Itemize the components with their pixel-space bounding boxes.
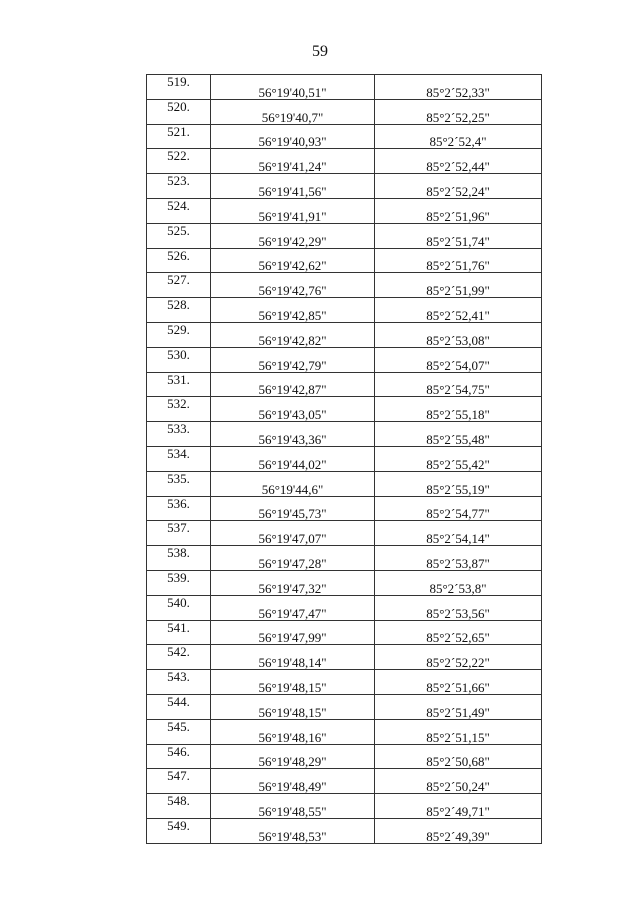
point-number-cell: 532. xyxy=(147,397,211,422)
longitude-cell: 85°2´52,65" xyxy=(375,620,542,645)
point-number-cell: 531. xyxy=(147,372,211,397)
longitude-cell: 85°2´52,24" xyxy=(375,174,542,199)
longitude-cell: 85°2´49,39" xyxy=(375,818,542,843)
longitude-cell: 85°2´52,41" xyxy=(375,298,542,323)
table-row xyxy=(147,670,542,695)
table-row xyxy=(147,149,542,174)
longitude-cell: 85°2´51,76" xyxy=(375,248,542,273)
point-number-cell: 547. xyxy=(147,769,211,794)
longitude-cell: 85°2´55,48" xyxy=(375,422,542,447)
table-row xyxy=(147,496,542,521)
table-row xyxy=(147,198,542,223)
longitude-cell: 85°2´55,19" xyxy=(375,471,542,496)
longitude-cell: 85°2´53,8" xyxy=(375,570,542,595)
table-row xyxy=(147,794,542,819)
point-number-cell: 528. xyxy=(147,298,211,323)
latitude-cell: 56°19'41,91" xyxy=(211,198,375,223)
latitude-cell: 56°19'47,32" xyxy=(211,570,375,595)
table-row xyxy=(147,471,542,496)
point-number-cell: 521. xyxy=(147,124,211,149)
longitude-cell: 85°2´51,74" xyxy=(375,223,542,248)
latitude-cell: 56°19'40,51" xyxy=(211,75,375,100)
longitude-cell: 85°2´55,18" xyxy=(375,397,542,422)
point-number-cell: 526. xyxy=(147,248,211,273)
point-number-cell: 544. xyxy=(147,694,211,719)
point-number-cell: 543. xyxy=(147,670,211,695)
latitude-cell: 56°19'48,49" xyxy=(211,769,375,794)
latitude-cell: 56°19'48,29" xyxy=(211,744,375,769)
point-number-cell: 549. xyxy=(147,818,211,843)
longitude-cell: 85°2´53,87" xyxy=(375,546,542,571)
longitude-cell: 85°2´49,71" xyxy=(375,794,542,819)
table-row xyxy=(147,694,542,719)
latitude-cell: 56°19'42,29" xyxy=(211,223,375,248)
longitude-cell: 85°2´51,49" xyxy=(375,694,542,719)
table-row xyxy=(147,818,542,843)
point-number-cell: 535. xyxy=(147,471,211,496)
latitude-cell: 56°19'48,15" xyxy=(211,694,375,719)
latitude-cell: 56°19'42,62" xyxy=(211,248,375,273)
latitude-cell: 56°19'47,47" xyxy=(211,595,375,620)
table-row xyxy=(147,223,542,248)
table-row xyxy=(147,570,542,595)
latitude-cell: 56°19'41,56" xyxy=(211,174,375,199)
latitude-cell: 56°19'48,55" xyxy=(211,794,375,819)
longitude-cell: 85°2´54,14" xyxy=(375,521,542,546)
longitude-cell: 85°2´53,56" xyxy=(375,595,542,620)
longitude-cell: 85°2´53,08" xyxy=(375,322,542,347)
longitude-cell: 85°2´54,07" xyxy=(375,347,542,372)
table-row xyxy=(147,372,542,397)
longitude-cell: 85°2´50,68" xyxy=(375,744,542,769)
table-row xyxy=(147,719,542,744)
table-row xyxy=(147,248,542,273)
point-number-cell: 546. xyxy=(147,744,211,769)
point-number-cell: 536. xyxy=(147,496,211,521)
latitude-cell: 56°19'44,6" xyxy=(211,471,375,496)
latitude-cell: 56°19'40,93" xyxy=(211,124,375,149)
table-row xyxy=(147,273,542,298)
point-number-cell: 519. xyxy=(147,75,211,100)
latitude-cell: 56°19'47,07" xyxy=(211,521,375,546)
point-number-cell: 545. xyxy=(147,719,211,744)
longitude-cell: 85°2´51,66" xyxy=(375,670,542,695)
coordinates-table-body xyxy=(147,75,542,844)
latitude-cell: 56°19'40,7" xyxy=(211,99,375,124)
latitude-cell: 56°19'41,24" xyxy=(211,149,375,174)
point-number-cell: 537. xyxy=(147,521,211,546)
point-number-cell: 524. xyxy=(147,198,211,223)
longitude-cell: 85°2´51,96" xyxy=(375,198,542,223)
latitude-cell: 56°19'42,82" xyxy=(211,322,375,347)
table-row xyxy=(147,397,542,422)
longitude-cell: 85°2´51,15" xyxy=(375,719,542,744)
point-number-cell: 540. xyxy=(147,595,211,620)
table-row xyxy=(147,645,542,670)
point-number-cell: 533. xyxy=(147,422,211,447)
point-number-cell: 527. xyxy=(147,273,211,298)
table-row xyxy=(147,769,542,794)
latitude-cell: 56°19'43,36" xyxy=(211,422,375,447)
latitude-cell: 56°19'42,76" xyxy=(211,273,375,298)
table-row xyxy=(147,546,542,571)
latitude-cell: 56°19'45,73" xyxy=(211,496,375,521)
latitude-cell: 56°19'47,28" xyxy=(211,546,375,571)
point-number-cell: 534. xyxy=(147,446,211,471)
longitude-cell: 85°2´55,42" xyxy=(375,446,542,471)
point-number-cell: 548. xyxy=(147,794,211,819)
latitude-cell: 56°19'48,15" xyxy=(211,670,375,695)
longitude-cell: 85°2´52,4" xyxy=(375,124,542,149)
latitude-cell: 56°19'42,85" xyxy=(211,298,375,323)
page-number: 59 xyxy=(312,43,328,60)
latitude-cell: 56°19'48,14" xyxy=(211,645,375,670)
table-row xyxy=(147,75,542,100)
table-row xyxy=(147,422,542,447)
latitude-cell: 56°19'43,05" xyxy=(211,397,375,422)
longitude-cell: 85°2´54,77" xyxy=(375,496,542,521)
latitude-cell: 56°19'48,16" xyxy=(211,719,375,744)
point-number-cell: 520. xyxy=(147,99,211,124)
point-number-cell: 541. xyxy=(147,620,211,645)
longitude-cell: 85°2´52,25" xyxy=(375,99,542,124)
latitude-cell: 56°19'47,99" xyxy=(211,620,375,645)
longitude-cell: 85°2´52,22" xyxy=(375,645,542,670)
table-row xyxy=(147,521,542,546)
point-number-cell: 542. xyxy=(147,645,211,670)
table-row xyxy=(147,99,542,124)
table-row xyxy=(147,298,542,323)
coordinates-table xyxy=(146,74,542,844)
point-number-cell: 529. xyxy=(147,322,211,347)
table-row xyxy=(147,322,542,347)
point-number-cell: 523. xyxy=(147,174,211,199)
latitude-cell: 56°19'48,53" xyxy=(211,818,375,843)
point-number-cell: 522. xyxy=(147,149,211,174)
table-row xyxy=(147,595,542,620)
latitude-cell: 56°19'42,79" xyxy=(211,347,375,372)
point-number-cell: 530. xyxy=(147,347,211,372)
table-row xyxy=(147,620,542,645)
table-row xyxy=(147,446,542,471)
table-row xyxy=(147,174,542,199)
table-row xyxy=(147,347,542,372)
longitude-cell: 85°2´50,24" xyxy=(375,769,542,794)
latitude-cell: 56°19'44,02" xyxy=(211,446,375,471)
longitude-cell: 85°2´52,44" xyxy=(375,149,542,174)
latitude-cell: 56°19'42,87" xyxy=(211,372,375,397)
point-number-cell: 539. xyxy=(147,570,211,595)
table-row xyxy=(147,744,542,769)
table-row xyxy=(147,124,542,149)
point-number-cell: 525. xyxy=(147,223,211,248)
longitude-cell: 85°2´54,75" xyxy=(375,372,542,397)
longitude-cell: 85°2´52,33" xyxy=(375,75,542,100)
point-number-cell: 538. xyxy=(147,546,211,571)
longitude-cell: 85°2´51,99" xyxy=(375,273,542,298)
